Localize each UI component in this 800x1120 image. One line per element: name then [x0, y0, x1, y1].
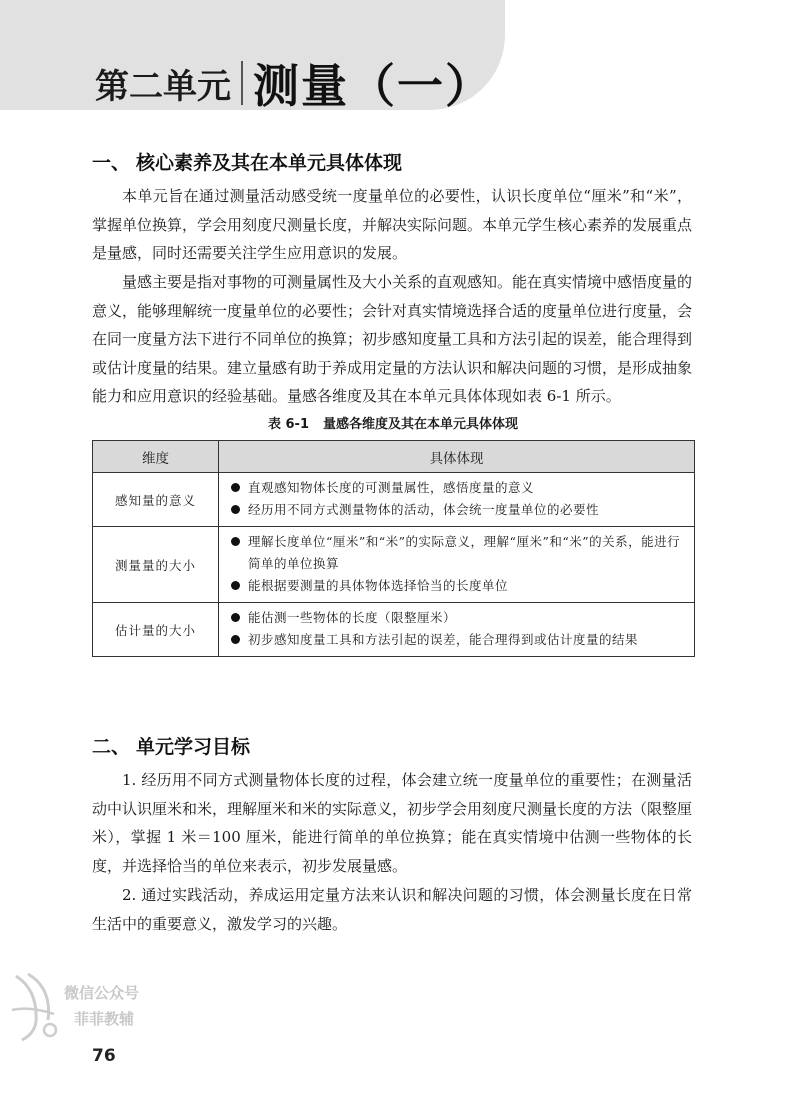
watermark — [8, 968, 158, 1044]
bullet-dot-icon — [231, 635, 240, 644]
bullet-dot-icon — [231, 483, 240, 492]
bullet-dot-icon — [231, 613, 240, 622]
watermark-logo-icon — [8, 970, 68, 1044]
section-1-heading — [92, 148, 402, 175]
table-cell-description — [219, 603, 695, 657]
section-2-number: 二、 — [92, 736, 131, 758]
watermark-line-2: 菲菲教辅 — [74, 1010, 135, 1028]
list-item: 初步感知度量工具和方法引起的误差，能合理得到或估计度量的结果 — [231, 629, 684, 651]
table-row — [93, 527, 695, 603]
section-2-paragraph-1: 1. 经历用不同方式测量物体长度的过程，体会建立统一度量单位的重要性；在测量活动中认识厘米和米，理解厘米和米的实际意义，初步学会用刻度尺测量长度的方法（限整厘米），掌握 1 米＝100 厘米，能进行简单的单位换算；能在真实情境中估测一些物体的长度，并选择恰当的单位来表示，初步发展量感。 — [92, 771, 693, 875]
list-item: 能根据要测量的具体物体选择恰当的长度单位 — [231, 575, 684, 597]
dimensions-table — [92, 440, 695, 657]
section-1-paragraph-2: 量感主要是指对事物的可测量属性及大小关系的直观感知。能在真实情境中感悟度量的意义，能够理解统一度量单位的必要性；会针对真实情境选择合适的度量单位进行度量，会在同一度量方法下进行不同单位的换算；初步感知度量工具和方法引起的误差，能合理得到或估计度量的结果。建立量感有助于养成用定量的方法认识和解决问题的习惯，是形成抽象能力和应用意识的经验基础。量感各维度及其在本单元具体体现如表 6-1 所示。 — [92, 273, 693, 405]
table-caption-title: 量感各维度及其在本单元具体体现 — [323, 417, 519, 432]
table-row — [93, 603, 695, 657]
section-2-paragraph-2: 2. 通过实践活动，养成运用定量方法来认识和解决问题的习惯，体会测量长度在日常生活中的重要意义，激发学习的兴趣。 — [92, 886, 692, 933]
unit-title — [95, 48, 493, 118]
section-2-heading — [92, 732, 250, 759]
table-caption — [92, 413, 694, 432]
table-cell-dimension: 估计量的大小 — [93, 603, 219, 657]
list-item: 直观感知物体长度的可测量属性，感悟度量的意义 — [231, 477, 684, 499]
table-cell-description — [219, 473, 695, 527]
page-number: 76 — [92, 1046, 116, 1066]
list-item: 理解长度单位“厘米”和“米”的实际意义，理解“厘米”和“米”的关系，能进行简单的单位换算 — [231, 531, 684, 575]
list-item: 经历用不同方式测量物体的活动，体会统一度量单位的必要性 — [231, 499, 684, 521]
list-item: 能估测一些物体的长度（限整厘米） — [231, 607, 684, 629]
table-header-dimension: 维度 — [93, 441, 219, 473]
unit-label: 第二单元 — [95, 66, 231, 107]
section-2-title: 单元学习目标 — [136, 736, 251, 758]
bullet-dot-icon — [231, 505, 240, 514]
table-cell-dimension: 测量量的大小 — [93, 527, 219, 603]
table-caption-number: 表 6-1 — [267, 417, 309, 432]
watermark-line-1: 微信公众号 — [64, 984, 140, 1002]
table-row — [93, 473, 695, 527]
section-1-number: 一、 — [92, 152, 131, 174]
unit-name: 测量（一） — [253, 59, 493, 113]
table-cell-dimension: 感知量的意义 — [93, 473, 219, 527]
section-1-title: 核心素养及其在本单元具体体现 — [136, 152, 403, 174]
unit-title-separator — [241, 61, 243, 105]
table-header-description: 具体体现 — [219, 441, 695, 473]
bullet-dot-icon — [231, 581, 240, 590]
bullet-dot-icon — [231, 537, 240, 546]
section-1-paragraph-1: 本单元旨在通过测量活动感受统一度量单位的必要性，认识长度单位“厘米”和“米”，掌握单位换算，学会用刻度尺测量长度，并解决实际问题。本单元学生核心素养的发展重点是量感，同时还需要关注学生应用意识的发展。 — [92, 187, 693, 262]
table-cell-description — [219, 527, 695, 603]
table-header-row — [93, 441, 695, 473]
